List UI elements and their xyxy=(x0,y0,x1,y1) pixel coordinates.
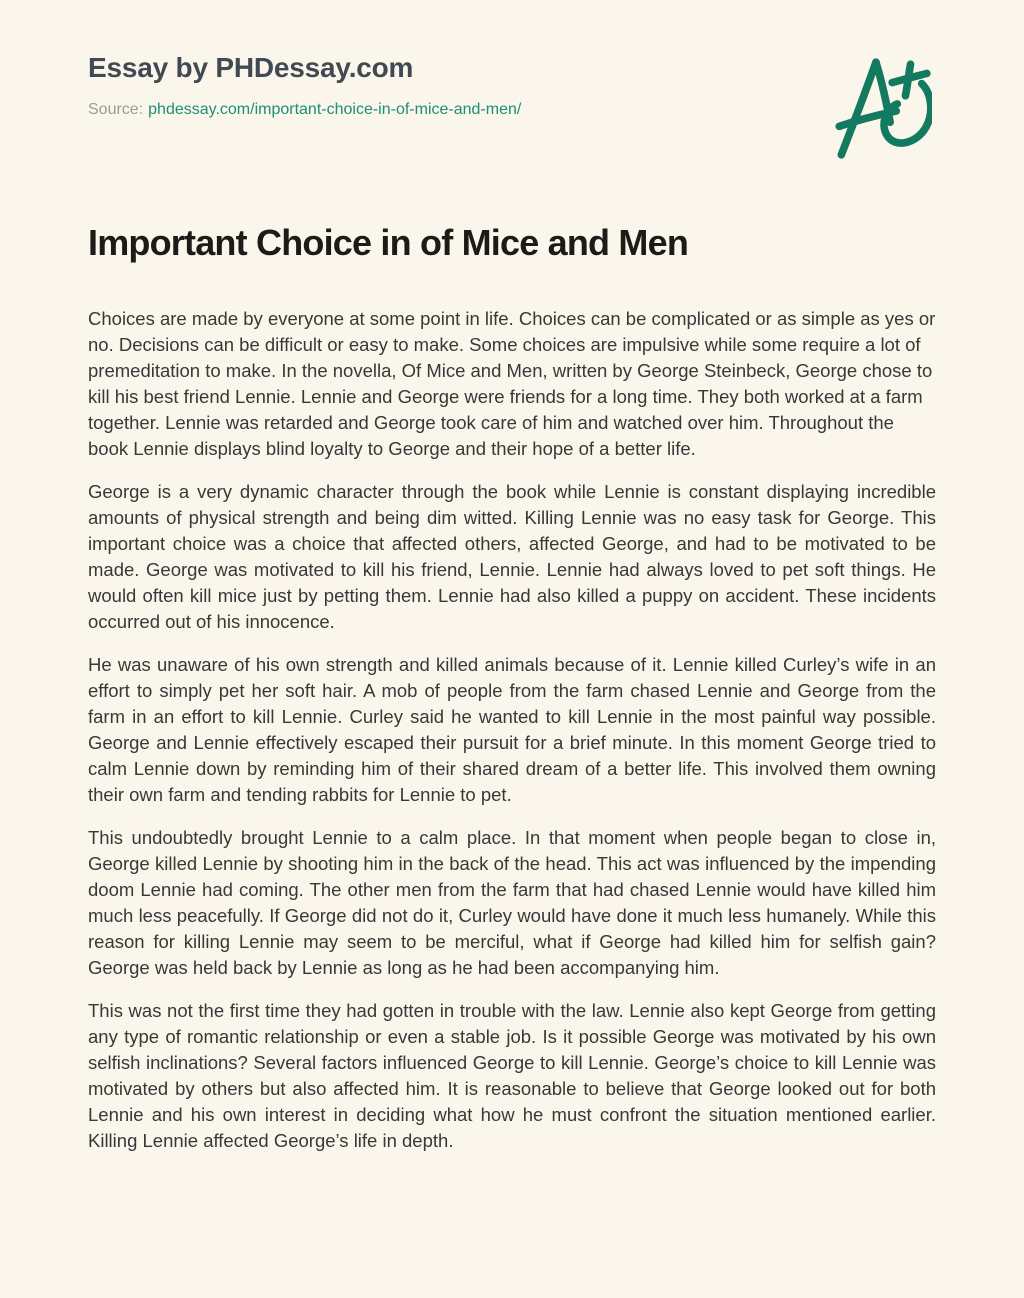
header-text-block xyxy=(88,48,521,119)
source-label: Source: xyxy=(88,101,144,118)
essay-paragraph-1: Choices are made by everyone at some point in life. Choices can be complicated or as simple as yes or no. Decisions can be difficult or easy to make. Some choices are impulsive while some require a lot of premeditation to make. In the novella, Of Mice and Men, written by George Steinbeck, George chose to kill his best friend Lennie. Lennie and George were friends for a long time. They both worked at a farm together. Lennie was retarded and George took care of him and watched over him. Throughout the book Lennie displays blind loyalty to George and their hope of a better life. xyxy=(88,308,936,459)
essay-paragraph-2: George is a very dynamic character through the book while Lennie is constant displaying incredible amounts of physical strength and being dim witted. Killing Lennie was no easy task for George. This important choice was a choice that affected others, affected George, and had to be motivated to be made. George was motivated to kill his friend, Lennie. Lennie had always loved to pet soft things. He would often kill mice just by petting them. Lennie had also killed a puppy on accident. These incidents occurred out of his innocence. xyxy=(88,481,936,632)
essay-paragraph-3: He was unaware of his own strength and killed animals because of it. Lennie killed Curley’s wife in an effort to simply pet her soft hair. A mob of people from the farm chased Lennie and George from the farm in an effort to kill Lennie. Curley said he wanted to kill Lennie in the most painful way possible. George and Lennie effectively escaped their pursuit for a brief minute. In this moment George tried to calm Lennie down by reminding him of their shared dream of a better life. This involved them owning their own farm and tending rabbits for Lennie to pet. xyxy=(88,654,936,805)
essay-title: Important Choice in of Mice and Men xyxy=(88,222,689,263)
source-link[interactable]: phdessay.com/important-choice-in-of-mice-and-men/ xyxy=(148,101,522,118)
essay-body xyxy=(88,306,936,1154)
a-plus-logo-icon xyxy=(830,50,932,164)
source-line xyxy=(88,101,521,119)
essay-paragraph-4: This undoubtedly brought Lennie to a calm place. In that moment when people began to close in, George killed Lennie by shooting him in the back of the head. This act was influenced by the impending doom Lennie had coming. The other men from the farm that had chased Lennie would have killed him much less peacefully. If George did not do it, Curley would have done it much less humanely. While this reason for killing Lennie may seem to be merciful, what if George had killed him for selfish gain? George was held back by Lennie as long as he had been accompanying him. xyxy=(88,827,936,978)
essay-paragraph-5: This was not the first time they had gotten in trouble with the law. Lennie also kept George from getting any type of romantic relationship or even a stable job. Is it possible George was motivated by his own selfish inclinations? Several factors influenced George to kill Lennie. George’s choice to kill Lennie was motivated by others but also affected him. It is reasonable to believe that George looked out for both Lennie and his own interest in deciding what how he must confront the situation mentioned earlier. Killing Lennie affected George’s life in depth. xyxy=(88,1000,936,1151)
site-title: Essay by PHDessay.com xyxy=(88,52,414,83)
page-header xyxy=(88,48,936,164)
a-plus-logo-strokes xyxy=(839,62,931,155)
